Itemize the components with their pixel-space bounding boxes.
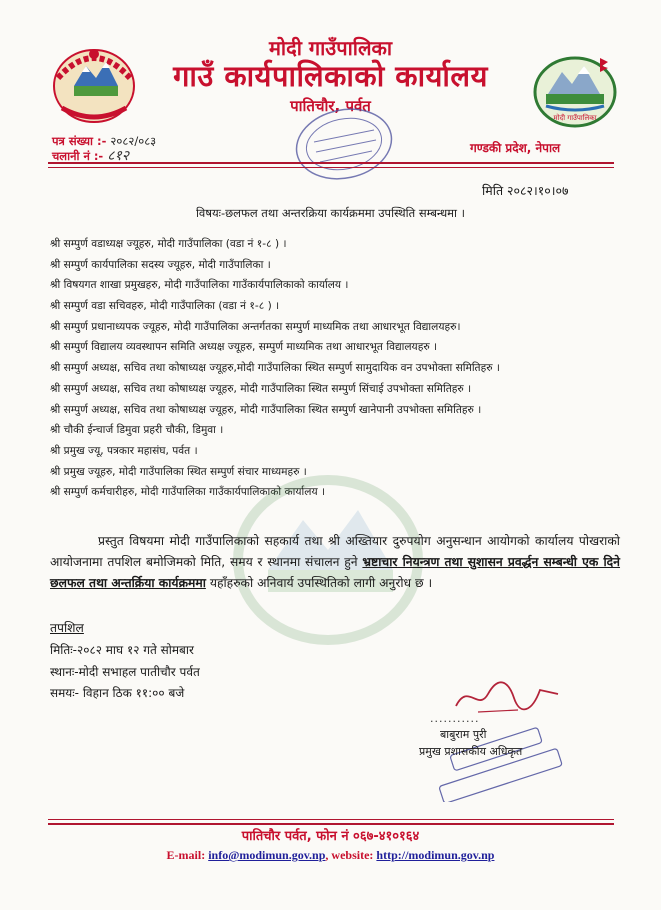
province-label: गण्डकी प्रदेश, नेपाल (470, 141, 561, 155)
recipient-item: श्री सम्पुर्ण अध्यक्ष, सचिव तथा कोषाध्यक्ष ज्यूहरु, मोदी गाउँपालिका स्थित सम्पुर्ण खानेपानी उपभोक्ता समितिहरु । (50, 403, 482, 416)
signatory-title: प्रमुख प्रशासकीय अधिकृत (419, 745, 523, 758)
details-heading: तपशिल (50, 621, 84, 635)
letter-date: मिति २०८२।१०।०७ (482, 183, 569, 198)
recipient-item: श्री प्रमुख ज्यू, पत्रकार महासंघ, पर्वत । (50, 444, 198, 457)
office-stamp-icon (292, 104, 396, 184)
body-text-2: यहाँहरुको अनिवार्य उपस्थितिको लागी अनुरोध छ । (205, 576, 433, 590)
footer-contact (0, 848, 661, 863)
reference-block (52, 134, 156, 164)
footer-address: पातिचौर पर्वत, फोन नं ०६७-४१०१६४ (241, 829, 420, 844)
body-highlight: भ्रष्टाचार नियन्त्रण तथा सुशासन प्रवर्द्धन सम्बन्धी एक दिने छलफल तथा अन्तर्क्रिया कार्यक्रममा (50, 555, 621, 590)
recipient-item: श्री सम्पुर्ण वडाध्यक्ष ज्यूहरु, मोदी गाउँपालिका (वडा नं १-८ ) । (50, 238, 287, 250)
signatory-name: बाबुराम पुरी (440, 728, 487, 741)
recipient-item: श्री सम्पुर्ण अध्यक्ष, सचिव तथा कोषाध्यक्ष ज्यूहरु, मोदी गाउँपालिका स्थित सम्पुर्ण सिंचाई उपभोक्ता समितिहरु । (50, 382, 472, 395)
dispatch-label: चलानी नं :- (52, 149, 104, 163)
details-date: मितिः-२०८२ माघ १२ गते सोमबार (50, 643, 194, 657)
website-link[interactable]: http://modimun.gov.np (376, 848, 495, 862)
website-label: , website: (325, 848, 374, 862)
municipality-name: मोदी गाउँपालिका (268, 36, 393, 60)
signature-line: ........... (430, 712, 480, 725)
logo-caption: मोदी गाउँपालिका (553, 114, 597, 122)
letter-body (50, 531, 620, 594)
recipient-item: श्री प्रमुख ज्यूहरु, मोदी गाउँपालिका स्थित सम्पुर्ण संचार माध्यमहरु । (50, 465, 307, 478)
recipient-item: श्री सम्पुर्ण कार्यपालिका सदस्य ज्यूहरु, मोदी गाउँपालिका । (50, 258, 271, 271)
email-label: E-mail: (166, 848, 206, 862)
footer-rule-thin (48, 819, 614, 820)
office-title: गाउँ कार्यपालिकाको कार्यालय (173, 59, 488, 93)
details-list (50, 640, 200, 705)
recipient-item: श्री सम्पुर्ण प्रधानाध्यपक ज्यूहरु, मोदी गाउँपालिका अन्तर्गतका सम्पुर्ण माध्यमिक तथा आधारभूत विद्यालयहरु। (50, 320, 461, 333)
header-rule (48, 162, 614, 164)
ref-value: २०८२/०८३ (110, 134, 157, 148)
recipient-item: श्री सम्पुर्ण वडा सचिवहरु, मोदी गाउँपालिका (वडा नं १-८ ) । (50, 300, 280, 313)
ref-label: पत्र संख्या :- (52, 134, 107, 148)
office-location: पातिचौर, पर्वत (290, 97, 371, 115)
details-time: समयः- विहान ठिक ११:०० बजे (50, 686, 185, 700)
body-text-1: प्रस्तुत विषयमा मोदी गाउँपालिकाको सहकार्य तथा श्री अख्तियार दुरुपयोग अनुसन्धान आयोगको कार्यालय पोखराको आयोजनामा तपशिल बमोजिमको मिति, समय र स्थानमा संचालन हुने (50, 534, 620, 569)
recipient-item: श्री चौकी ईन्चार्ज डिमुवा प्रहरी चौकी, डिमुवा । (50, 424, 224, 437)
letter-subject: विषयः-छलफल तथा अन्तरक्रिया कार्यक्रममा उपस्थिति सम्बन्धमा । (195, 206, 466, 220)
recipient-item: श्री विषयगत शाखा प्रमुखहरु, मोदी गाउँपालिका गाउँकार्यपालिकाको कार्यालय । (50, 279, 349, 292)
dispatch-value: ८१२ (107, 148, 130, 164)
details-venue: स्थानः-मोदी सभाहल पातीचौर पर्वत (50, 664, 200, 679)
header-rule-thin (48, 167, 614, 168)
recipient-item: श्री सम्पुर्ण कर्मचारीहरु, मोदी गाउँपालिका गाउँकार्यपालिकाको कार्यालय । (50, 486, 326, 499)
email-link[interactable]: info@modimun.gov.np (208, 848, 326, 862)
footer-rule (48, 823, 614, 825)
recipient-item: श्री सम्पुर्ण अध्यक्ष, सचिव तथा कोषाध्यक्ष ज्यूहरु,मोदी गाउँपालिका स्थित सम्पुर्ण सामुदायिक वन उपभोक्ता समितिहरु । (50, 362, 500, 375)
recipient-list (50, 234, 630, 503)
municipality-logo-icon (530, 52, 620, 130)
recipient-item: श्री सम्पुर्ण विद्यालय व्यवस्थापन समिति अध्यक्ष ज्यूहरु, सम्पुर्ण माध्यमिक तथा आधारभूत विद्यालयहरु । (50, 341, 438, 354)
